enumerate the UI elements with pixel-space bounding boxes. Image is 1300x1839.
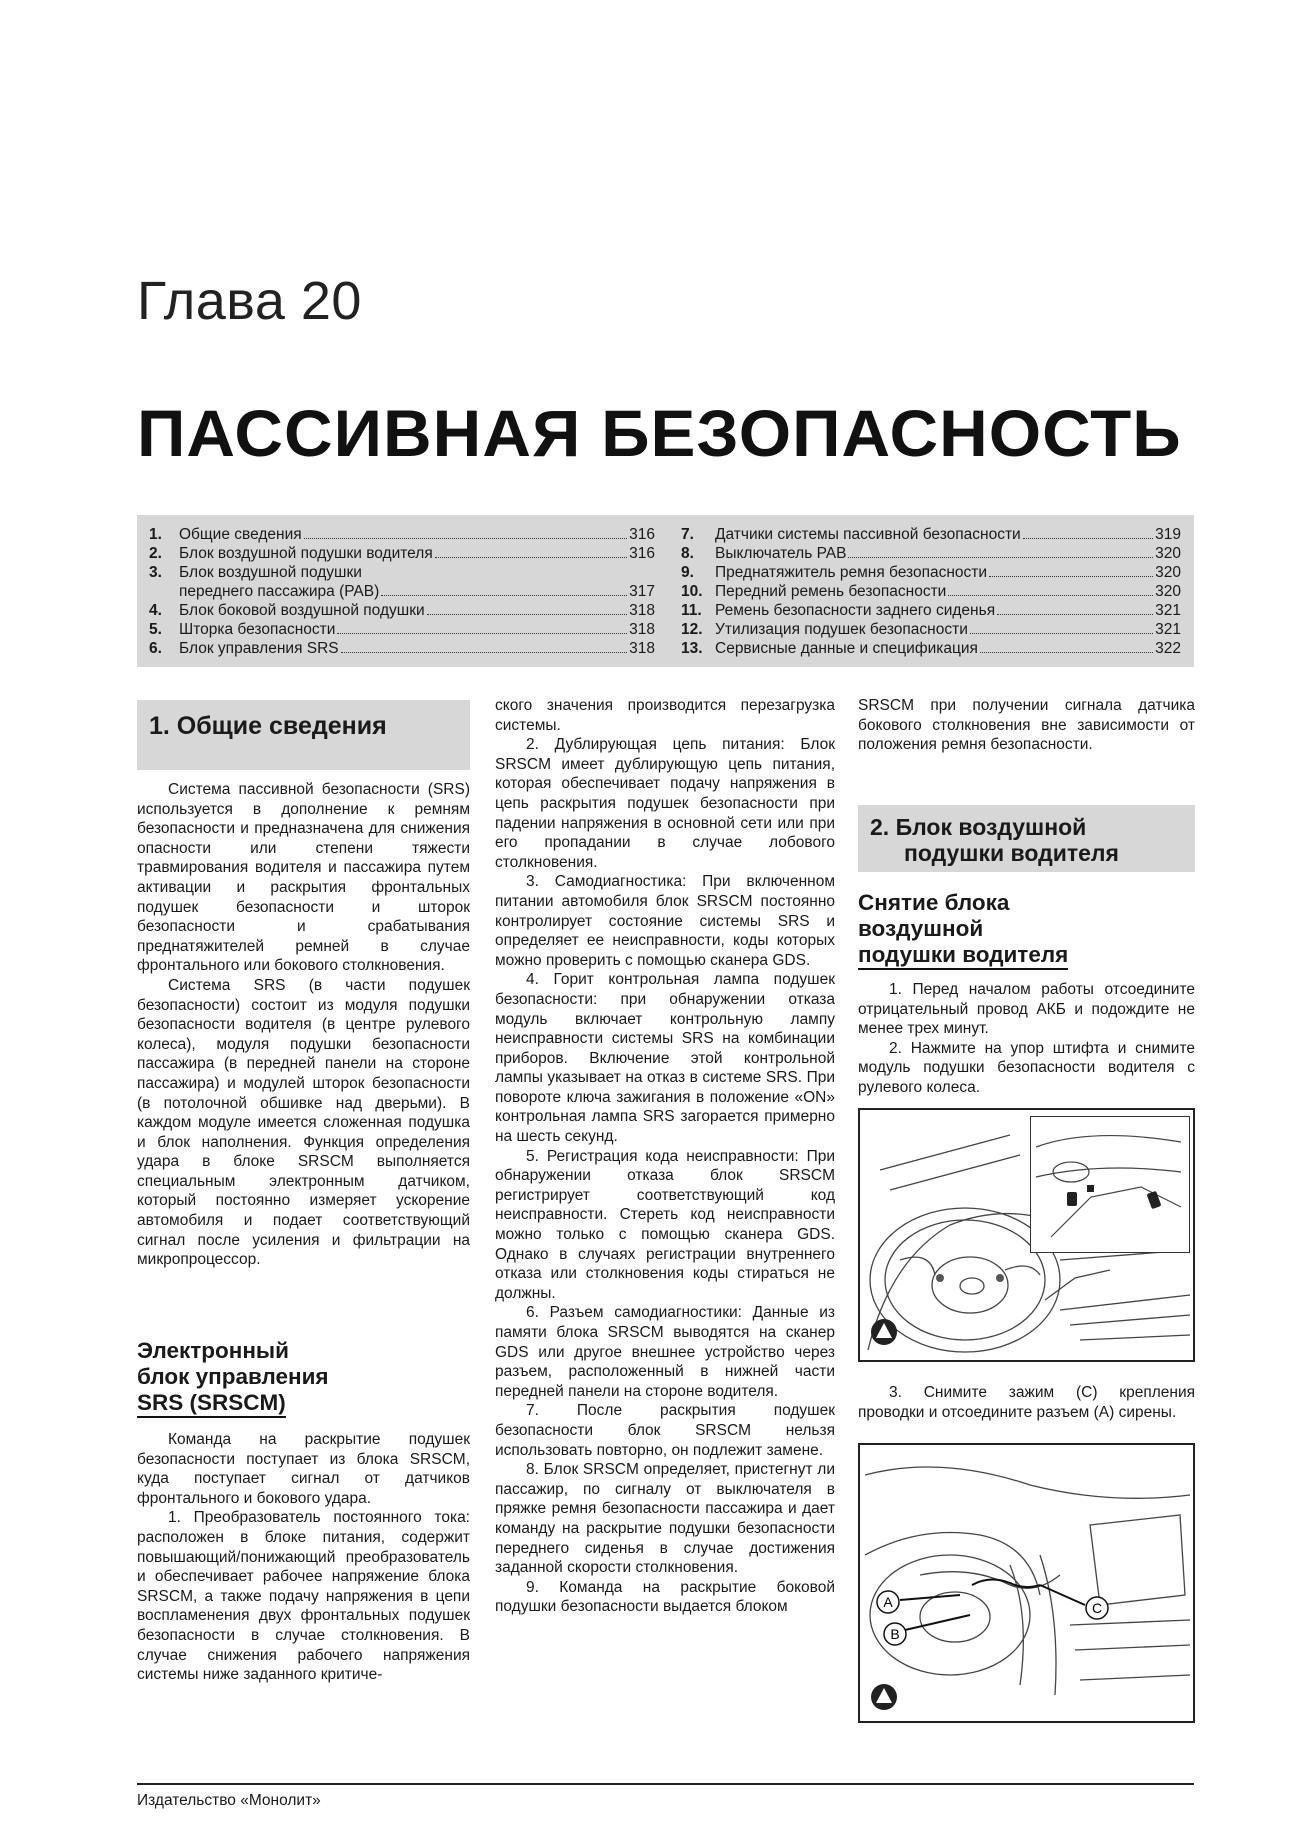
toc-item-number: 4. xyxy=(149,602,162,619)
paragraph: 9. Команда на раскрытие боковой подушки безопасности выдается блоком xyxy=(495,1578,835,1616)
toc-item-label: Блок воздушной подушки xyxy=(179,564,362,581)
toc-item-page: 316 xyxy=(629,545,655,562)
publisher-footer: Издательство «Монолит» xyxy=(137,1792,321,1809)
column-1-text-bottom xyxy=(137,1430,470,1685)
paragraph: 2. Дублирующая цепь питания: Блок SRSCM имеет дублирующую цепь питания, которая обеспечивает подачу напряжения в цепь раскрытия подушек безопасности при падении напряжения в основной сети или при его пропадании в случае лобового столкновения. xyxy=(495,736,835,871)
toc-item-label: Датчики системы пассивной безопасности xyxy=(715,526,1021,543)
column-3-step3 xyxy=(858,1383,1195,1422)
toc-item-number: 5. xyxy=(149,621,162,638)
section-2-title xyxy=(870,814,1119,866)
subheading-line: подушки водителя xyxy=(858,942,1068,970)
toc-item-label: Выключатель PAB xyxy=(715,545,847,562)
toc-item-number: 12. xyxy=(681,621,703,638)
toc-item[interactable] xyxy=(149,563,655,582)
column-1-text-top xyxy=(137,780,470,1270)
callout-c xyxy=(1086,1597,1108,1619)
toc-item-page: 320 xyxy=(1155,583,1181,600)
toc-item-number: 11. xyxy=(681,602,702,619)
toc-item-page: 322 xyxy=(1155,640,1181,657)
toc-item[interactable] xyxy=(149,639,655,658)
toc-item-page: 318 xyxy=(629,621,655,638)
footer-divider xyxy=(137,1783,1194,1785)
toc-item[interactable] xyxy=(149,544,655,563)
toc-item[interactable] xyxy=(149,525,655,544)
callout-b xyxy=(884,1623,906,1645)
toc-right-column xyxy=(681,525,1181,658)
toc-item-label: Передний ремень безопасности xyxy=(715,583,947,600)
toc-left-column xyxy=(149,525,655,658)
subheading-removal xyxy=(858,890,1068,970)
toc-item-page: 318 xyxy=(629,602,655,619)
toc-item-number: 3. xyxy=(149,564,162,581)
paragraph: 3. Самодиагностика: При включенном питании автомобиля блок SRSCM постоянно контролирует состояние системы SRS и определяет ее неисправности, коды которых можно проверить с помощью сканера GDS. xyxy=(495,873,835,969)
svg-text:A: A xyxy=(883,1594,893,1610)
toc-item-page: 319 xyxy=(1155,526,1181,543)
toc-item-page: 320 xyxy=(1155,564,1181,581)
figure-inset-detail xyxy=(1030,1116,1190,1253)
paragraph: Команда на раскрытие подушек безопасности поступает из блока SRSCM, куда поступает сигнал от датчиков фронтального и бокового удара. xyxy=(137,1431,470,1507)
chapter-label: Глава 20 xyxy=(137,271,362,331)
toc-item-number: 7. xyxy=(681,526,694,543)
toc-item-page: 321 xyxy=(1155,621,1181,638)
step: 3. Снимите зажим (C) крепления проводки и отсоедините разъем (A) сирены. xyxy=(858,1384,1195,1421)
section-2-title-line: 2. Блок воздушной xyxy=(870,814,1087,840)
paragraph: 8. Блок SRSCM определяет, пристегнут ли пассажир, по сигналу от выключателя в пряжке ремня безопасности пассажира и дает команду на раскрытие подушки безопасности переднего сиденья в случае достижения заданной скорости столкновения. xyxy=(495,1461,835,1577)
toc-item-label: Общие сведения xyxy=(179,526,302,543)
column-2-text xyxy=(495,696,835,1617)
section-1-title: 1. Общие сведения xyxy=(149,712,387,740)
subheading-line: Снятие блока xyxy=(858,890,1010,915)
toc-item[interactable] xyxy=(681,544,1181,563)
toc-item-label: Шторка безопасности xyxy=(179,621,336,638)
subheading-srscm xyxy=(137,1338,329,1418)
toc-item-page: 318 xyxy=(629,640,655,657)
toc-item-number: 2. xyxy=(149,545,162,562)
section-1-header xyxy=(137,700,470,770)
svg-text:B: B xyxy=(890,1626,900,1642)
toc-item[interactable] xyxy=(149,620,655,639)
pin-detail-illustration xyxy=(1031,1117,1189,1252)
toc-item-number: 1. xyxy=(149,526,162,543)
step: 2. Нажмите на упор штифта и снимите модуль подушки безопасности водителя с рулевого колеса. xyxy=(858,1039,1195,1096)
toc-item[interactable] xyxy=(681,525,1181,544)
toc-item-label: Ремень безопасности заднего сиденья xyxy=(715,602,996,619)
toc-item-page: 320 xyxy=(1155,545,1181,562)
paragraph: 6. Разъем самодиагностики: Данные из памяти блока SRSCM выводятся на сканер GDS или другое внешнее устройство через разъем, расположенный в нижней части передней панели на стороне водителя. xyxy=(495,1304,835,1400)
toc-item-page: 321 xyxy=(1155,602,1181,619)
toc-item[interactable] xyxy=(681,601,1181,620)
toc-item-number: 9. xyxy=(681,564,694,581)
toc-item-label: Преднатяжитель ремня безопасности xyxy=(715,564,988,581)
toc-item-number: 13. xyxy=(681,640,703,657)
toc-item-label: переднего пассажира (PAB) xyxy=(179,583,380,600)
toc-item-number: 6. xyxy=(149,640,162,657)
paragraph: 5. Регистрация кода неисправности: При обнаружении отказа блок SRSCM регистрирует соответствующий код неисправности. Стереть код неисправности можно только с помощью сканера GDS. Однако в случаях регистрации внутреннего отказа или столкновения коды стираться не должны. xyxy=(495,1147,835,1302)
figure-airbag-removal xyxy=(858,1108,1195,1362)
section-2-header xyxy=(858,805,1195,872)
section-2-title-line: подушки водителя xyxy=(904,840,1119,866)
paragraph: 4. Горит контрольная лампа подушек безопасности: при обнаружении отказа модуль включает контрольную лампу неисправности системы SRS на комбинации приборов. Включение этой контрольной лампы указывает на отказ в системе SRS. При повороте ключа зажигания в положение «ON» контрольная лампа SRS загорается примерно на шесть секунд. xyxy=(495,971,835,1146)
toc-item[interactable] xyxy=(681,639,1181,658)
paragraph: Система SRS (в части подушек безопасности) состоит из модуля подушки безопасности водителя (в центре рулевого колеса), модуля подушки безопасности пассажира (в передней панели на стороне пассажира) и модулей шторок безопасности (в потолочной обшивке над дверьми). В каждом модуле имеется сложенная подушка и блок наполнения. Функция определения удара в блоке SRSCM выполняется специальным электронным датчиком, который постоянно измеряет ускорение автомобиля и подает соответствующий сигнал после усиления и фильтрации на микропроцессор. xyxy=(137,976,470,1269)
toc-item-label: Блок боковой воздушной подушки xyxy=(179,602,425,619)
subheading-line: блок управления xyxy=(137,1364,329,1389)
main-title: ПАССИВНАЯ БЕЗОПАСНОСТЬ xyxy=(137,396,1182,470)
toc-item[interactable] xyxy=(681,620,1181,639)
callout-a xyxy=(877,1591,899,1613)
paragraph: 1. Преобразователь постоянного тока: расположен в блоке питания, содержит повышающий/понижающий преобразователь и обеспечивает рабочее напряжение блока SRSCM, а также подачу напряжения в цепи воспламенения двух фронтальных подушек безопасности в случае столкновения. В случае снижения рабочего напряжения системы ниже заданного критиче- xyxy=(137,1509,470,1684)
step: 1. Перед началом работы отсоедините отрицательный провод АКБ и подождите не менее трех минут. xyxy=(858,981,1195,1038)
column-3-steps xyxy=(858,980,1195,1098)
toc-item-label: Блок воздушной подушки водителя xyxy=(179,545,433,562)
dashboard-wiring-illustration xyxy=(860,1445,1193,1721)
toc-item-label: Блок управления SRS xyxy=(179,640,339,657)
toc-item-continuation[interactable] xyxy=(149,582,655,601)
subheading-line: Электронный xyxy=(137,1338,289,1363)
toc-item-label: Утилизация подушек безопасности xyxy=(715,621,968,638)
toc-item[interactable] xyxy=(681,563,1181,582)
figure-badge-icon xyxy=(871,1319,897,1345)
figure-badge-icon xyxy=(871,1684,897,1710)
toc-item-label: Сервисные данные и спецификация xyxy=(715,640,978,657)
table-of-contents xyxy=(137,515,1194,667)
subheading-line: воздушной xyxy=(858,916,984,941)
paragraph: 7. После раскрытия подушек безопасности блок SRSCM нельзя использовать повторно, он подлежит замене. xyxy=(495,1402,835,1459)
paragraph: ского значения производится перезагрузка системы. xyxy=(495,697,835,734)
toc-item-number: 10. xyxy=(681,583,703,600)
paragraph: Система пассивной безопасности (SRS) используется в дополнение к ремням безопасности и предназначена для снижения опасности или степени тяжести травмирования водителя и пассажира путем активации и раскрытия фронтальных подушек безопасности и шторок безопасности и срабатывания преднатяжителей ремней в случае фронтального или бокового столкновения. xyxy=(137,781,470,975)
toc-item[interactable] xyxy=(681,582,1181,601)
toc-item-page: 316 xyxy=(629,526,655,543)
paragraph: SRSCM при получении сигнала датчика бокового столкновения вне зависимости от положения ремня безопасности. xyxy=(858,697,1195,754)
svg-text:C: C xyxy=(1091,1600,1103,1616)
toc-item-number: 8. xyxy=(681,545,694,562)
subheading-line: SRS (SRSCM) xyxy=(137,1390,286,1418)
column-3-text-top xyxy=(858,696,1195,755)
toc-item-page: 317 xyxy=(629,583,655,600)
figure-connector-disconnect xyxy=(858,1443,1195,1723)
toc-item[interactable] xyxy=(149,601,655,620)
